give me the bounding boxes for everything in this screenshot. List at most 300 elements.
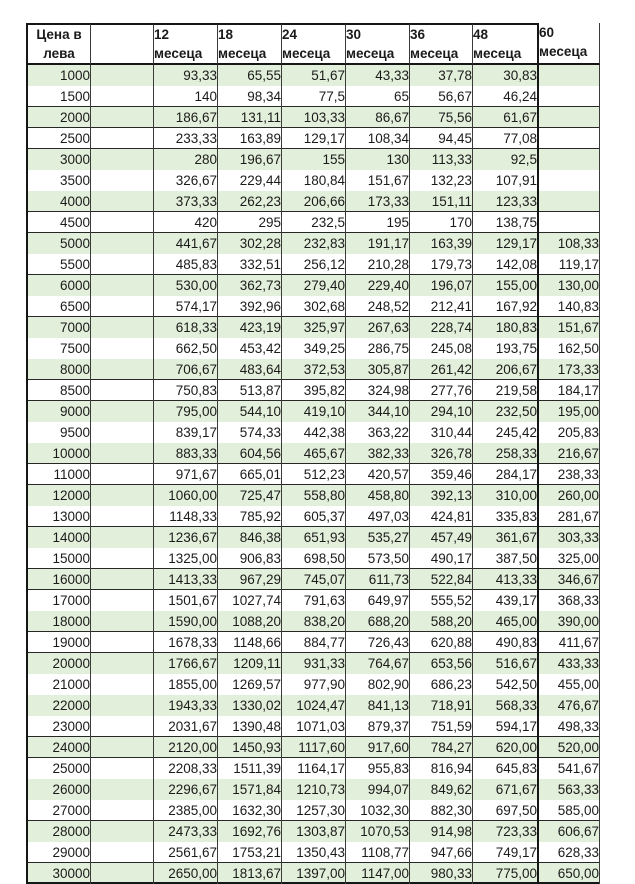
value-cell: 465,67 <box>281 443 345 464</box>
table-row <box>26 464 600 485</box>
value-cell: 280 <box>153 149 217 170</box>
value-cell: 411,67 <box>537 632 600 653</box>
months-30-header-line2: месеца <box>346 46 395 61</box>
value-cell: 173,33 <box>345 191 409 212</box>
empty-cell <box>90 65 153 86</box>
value-cell: 749,17 <box>472 842 537 863</box>
value-cell: 382,33 <box>345 443 409 464</box>
value-cell: 129,17 <box>472 233 537 254</box>
value-cell: 1210,73 <box>281 779 345 800</box>
price-cell: 7000 <box>26 317 90 338</box>
value-cell: 465,00 <box>472 611 537 632</box>
table-row <box>26 191 600 212</box>
empty-cell <box>90 695 153 716</box>
value-cell: 281,67 <box>537 506 600 527</box>
table-row <box>26 611 600 632</box>
value-cell: 245,42 <box>472 422 537 443</box>
table-row <box>26 212 600 233</box>
months-24-header-line2: месеца <box>282 46 331 61</box>
price-cell: 30000 <box>26 863 90 884</box>
value-cell: 155 <box>281 149 345 170</box>
value-cell: 849,62 <box>409 779 472 800</box>
value-cell: 151,67 <box>537 317 600 338</box>
value-cell: 1511,39 <box>217 758 281 779</box>
value-cell: 210,28 <box>345 254 409 275</box>
empty-cell <box>90 191 153 212</box>
months-12-header <box>153 23 217 65</box>
value-cell: 1303,87 <box>281 821 345 842</box>
months-60-header-line2: месеца <box>539 44 588 59</box>
price-cell: 19000 <box>26 632 90 653</box>
value-cell: 368,33 <box>537 590 600 611</box>
months-36-header-line2: месеца <box>410 46 459 61</box>
empty-cell <box>90 674 153 695</box>
spreadsheet-page <box>26 23 600 884</box>
value-cell: 349,25 <box>281 338 345 359</box>
value-cell: 140 <box>153 86 217 107</box>
value-cell: 359,46 <box>409 464 472 485</box>
value-cell: 256,12 <box>281 254 345 275</box>
value-cell: 442,38 <box>281 422 345 443</box>
table-row <box>26 527 600 548</box>
months-30-header-line1: 30 <box>346 27 362 42</box>
value-cell: 838,20 <box>281 611 345 632</box>
empty-cell <box>90 317 153 338</box>
value-cell: 75,56 <box>409 107 472 128</box>
value-cell: 219,58 <box>472 380 537 401</box>
value-cell: 180,83 <box>472 317 537 338</box>
price-cell: 17000 <box>26 590 90 611</box>
value-cell: 30,83 <box>472 65 537 86</box>
value-cell: 94,45 <box>409 128 472 149</box>
value-cell: 373,33 <box>153 191 217 212</box>
empty-cell <box>90 254 153 275</box>
value-cell: 791,63 <box>281 590 345 611</box>
value-cell: 179,73 <box>409 254 472 275</box>
value-cell <box>537 65 600 86</box>
value-cell: 1813,67 <box>217 863 281 884</box>
value-cell: 1632,30 <box>217 800 281 821</box>
value-cell: 310,00 <box>472 485 537 506</box>
value-cell: 93,33 <box>153 65 217 86</box>
value-cell: 302,28 <box>217 233 281 254</box>
value-cell: 229,40 <box>345 275 409 296</box>
value-cell: 1147,00 <box>345 863 409 884</box>
value-cell: 563,33 <box>537 779 600 800</box>
value-cell: 1148,66 <box>217 632 281 653</box>
months-60-header-line1: 60 <box>539 25 555 40</box>
price-cell: 21000 <box>26 674 90 695</box>
value-cell: 651,93 <box>281 527 345 548</box>
value-cell: 1164,17 <box>281 758 345 779</box>
price-cell: 15000 <box>26 548 90 569</box>
value-cell: 485,83 <box>153 254 217 275</box>
price-cell: 20000 <box>26 653 90 674</box>
price-cell: 7500 <box>26 338 90 359</box>
price-column-header-line1: Цена в <box>36 27 82 42</box>
value-cell: 387,50 <box>472 548 537 569</box>
value-cell: 1027,74 <box>217 590 281 611</box>
value-cell: 931,33 <box>281 653 345 674</box>
table-row <box>26 821 600 842</box>
value-cell: 558,80 <box>281 485 345 506</box>
value-cell: 1678,33 <box>153 632 217 653</box>
table-row <box>26 716 600 737</box>
value-cell: 108,34 <box>345 128 409 149</box>
value-cell: 302,68 <box>281 296 345 317</box>
value-cell: 151,11 <box>409 191 472 212</box>
value-cell: 232,83 <box>281 233 345 254</box>
empty-cell <box>90 548 153 569</box>
value-cell: 2031,67 <box>153 716 217 737</box>
table-row <box>26 548 600 569</box>
table-row <box>26 254 600 275</box>
price-cell: 28000 <box>26 821 90 842</box>
value-cell <box>537 170 600 191</box>
value-cell: 1325,00 <box>153 548 217 569</box>
months-48-header-line2: месеца <box>473 46 522 61</box>
value-cell: 816,94 <box>409 758 472 779</box>
value-cell: 620,88 <box>409 632 472 653</box>
value-cell: 305,87 <box>345 359 409 380</box>
value-cell: 718,91 <box>409 695 472 716</box>
table-row <box>26 107 600 128</box>
months-18-header-line2: месеца <box>218 46 267 61</box>
value-cell: 346,67 <box>537 569 600 590</box>
value-cell: 745,07 <box>281 569 345 590</box>
value-cell: 1590,00 <box>153 611 217 632</box>
table-row <box>26 149 600 170</box>
value-cell: 1088,20 <box>217 611 281 632</box>
value-cell: 65 <box>345 86 409 107</box>
value-cell: 138,75 <box>472 212 537 233</box>
empty-cell <box>90 527 153 548</box>
table-row <box>26 296 600 317</box>
value-cell: 706,67 <box>153 359 217 380</box>
value-cell: 662,50 <box>153 338 217 359</box>
price-cell: 9000 <box>26 401 90 422</box>
value-cell: 206,67 <box>472 359 537 380</box>
value-cell: 310,44 <box>409 422 472 443</box>
price-cell: 3000 <box>26 149 90 170</box>
price-table <box>26 23 600 884</box>
value-cell: 2208,33 <box>153 758 217 779</box>
value-cell: 522,84 <box>409 569 472 590</box>
value-cell: 195 <box>345 212 409 233</box>
value-cell: 618,33 <box>153 317 217 338</box>
value-cell: 332,51 <box>217 254 281 275</box>
table-row <box>26 317 600 338</box>
value-cell: 344,10 <box>345 401 409 422</box>
table-row <box>26 569 600 590</box>
value-cell: 92,5 <box>472 149 537 170</box>
value-cell: 1943,33 <box>153 695 217 716</box>
value-cell: 61,67 <box>472 107 537 128</box>
value-cell: 392,96 <box>217 296 281 317</box>
empty-cell <box>90 569 153 590</box>
value-cell: 228,74 <box>409 317 472 338</box>
empty-cell <box>90 485 153 506</box>
header-row <box>26 23 600 65</box>
value-cell: 955,83 <box>345 758 409 779</box>
value-cell: 420,57 <box>345 464 409 485</box>
value-cell: 795,00 <box>153 401 217 422</box>
value-cell: 151,67 <box>345 170 409 191</box>
value-cell: 1692,76 <box>217 821 281 842</box>
value-cell: 686,23 <box>409 674 472 695</box>
price-cell: 13000 <box>26 506 90 527</box>
value-cell: 1413,33 <box>153 569 217 590</box>
empty-cell <box>90 800 153 821</box>
value-cell: 195,00 <box>537 401 600 422</box>
value-cell: 167,92 <box>472 296 537 317</box>
months-12-header-line2: месеца <box>154 46 203 61</box>
empty-cell <box>90 233 153 254</box>
value-cell: 107,91 <box>472 170 537 191</box>
empty-cell <box>90 128 153 149</box>
value-cell: 267,63 <box>345 317 409 338</box>
empty-cell <box>90 401 153 422</box>
value-cell: 113,33 <box>409 149 472 170</box>
value-cell: 671,67 <box>472 779 537 800</box>
value-cell: 725,47 <box>217 485 281 506</box>
value-cell: 43,33 <box>345 65 409 86</box>
months-60-header <box>537 23 600 65</box>
price-cell: 26000 <box>26 779 90 800</box>
value-cell: 751,59 <box>409 716 472 737</box>
empty-cell <box>90 296 153 317</box>
value-cell: 238,33 <box>537 464 600 485</box>
value-cell: 184,17 <box>537 380 600 401</box>
value-cell: 544,10 <box>217 401 281 422</box>
value-cell: 326,67 <box>153 170 217 191</box>
price-cell: 22000 <box>26 695 90 716</box>
value-cell: 362,73 <box>217 275 281 296</box>
value-cell: 483,64 <box>217 359 281 380</box>
value-cell: 1236,67 <box>153 527 217 548</box>
value-cell: 588,20 <box>409 611 472 632</box>
value-cell: 212,41 <box>409 296 472 317</box>
value-cell: 1071,03 <box>281 716 345 737</box>
empty-cell <box>90 590 153 611</box>
value-cell: 1269,57 <box>217 674 281 695</box>
value-cell: 206,66 <box>281 191 345 212</box>
value-cell: 555,52 <box>409 590 472 611</box>
price-cell: 1000 <box>26 65 90 86</box>
value-cell: 1257,30 <box>281 800 345 821</box>
value-cell: 119,17 <box>537 254 600 275</box>
value-cell: 325,97 <box>281 317 345 338</box>
value-cell: 653,56 <box>409 653 472 674</box>
price-cell: 6500 <box>26 296 90 317</box>
value-cell: 906,83 <box>217 548 281 569</box>
value-cell: 130 <box>345 149 409 170</box>
value-cell: 216,67 <box>537 443 600 464</box>
empty-cell <box>90 506 153 527</box>
value-cell: 457,49 <box>409 527 472 548</box>
value-cell: 191,17 <box>345 233 409 254</box>
value-cell: 490,83 <box>472 632 537 653</box>
value-cell: 1032,30 <box>345 800 409 821</box>
value-cell: 433,33 <box>537 653 600 674</box>
value-cell: 1209,11 <box>217 653 281 674</box>
table-row <box>26 65 600 86</box>
value-cell: 573,50 <box>345 548 409 569</box>
value-cell: 1390,48 <box>217 716 281 737</box>
value-cell: 232,50 <box>472 401 537 422</box>
empty-cell <box>90 338 153 359</box>
value-cell <box>537 107 600 128</box>
months-12-header-line1: 12 <box>154 27 170 42</box>
value-cell <box>537 149 600 170</box>
value-cell: 1571,84 <box>217 779 281 800</box>
value-cell: 750,83 <box>153 380 217 401</box>
value-cell: 688,20 <box>345 611 409 632</box>
value-cell: 883,33 <box>153 443 217 464</box>
value-cell: 363,22 <box>345 422 409 443</box>
value-cell: 65,55 <box>217 65 281 86</box>
value-cell: 512,23 <box>281 464 345 485</box>
table-row <box>26 128 600 149</box>
table-row <box>26 653 600 674</box>
value-cell: 395,82 <box>281 380 345 401</box>
value-cell <box>537 86 600 107</box>
value-cell: 1108,77 <box>345 842 409 863</box>
value-cell: 37,78 <box>409 65 472 86</box>
empty-cell <box>90 422 153 443</box>
price-cell: 8500 <box>26 380 90 401</box>
value-cell: 248,52 <box>345 296 409 317</box>
value-cell: 2650,00 <box>153 863 217 884</box>
empty-cell <box>90 611 153 632</box>
value-cell: 419,10 <box>281 401 345 422</box>
table-row <box>26 800 600 821</box>
value-cell: 56,67 <box>409 86 472 107</box>
value-cell: 455,00 <box>537 674 600 695</box>
value-cell: 458,80 <box>345 485 409 506</box>
table-row <box>26 401 600 422</box>
empty-cell <box>90 86 153 107</box>
value-cell: 1766,67 <box>153 653 217 674</box>
value-cell: 1350,43 <box>281 842 345 863</box>
months-18-header <box>217 23 281 65</box>
value-cell: 726,43 <box>345 632 409 653</box>
value-cell: 785,92 <box>217 506 281 527</box>
price-cell: 1500 <box>26 86 90 107</box>
price-cell: 10000 <box>26 443 90 464</box>
empty-cell <box>90 653 153 674</box>
price-column-header <box>26 23 90 65</box>
value-cell: 77,08 <box>472 128 537 149</box>
value-cell: 51,67 <box>281 65 345 86</box>
empty-cell <box>90 149 153 170</box>
value-cell: 535,27 <box>345 527 409 548</box>
value-cell: 574,33 <box>217 422 281 443</box>
price-cell: 3500 <box>26 170 90 191</box>
value-cell: 129,17 <box>281 128 345 149</box>
empty-cell <box>90 716 153 737</box>
value-cell: 649,97 <box>345 590 409 611</box>
price-cell: 12000 <box>26 485 90 506</box>
empty-cell <box>90 779 153 800</box>
value-cell: 131,11 <box>217 107 281 128</box>
value-cell: 917,60 <box>345 737 409 758</box>
value-cell: 423,19 <box>217 317 281 338</box>
value-cell: 520,00 <box>537 737 600 758</box>
value-cell: 879,37 <box>345 716 409 737</box>
value-cell: 170 <box>409 212 472 233</box>
value-cell: 1397,00 <box>281 863 345 884</box>
empty-cell <box>90 212 153 233</box>
value-cell: 180,84 <box>281 170 345 191</box>
value-cell: 132,23 <box>409 170 472 191</box>
value-cell: 453,42 <box>217 338 281 359</box>
price-cell: 4000 <box>26 191 90 212</box>
value-cell: 665,01 <box>217 464 281 485</box>
empty-cell <box>90 275 153 296</box>
value-cell: 476,67 <box>537 695 600 716</box>
value-cell: 802,90 <box>345 674 409 695</box>
table-row <box>26 842 600 863</box>
value-cell: 541,67 <box>537 758 600 779</box>
empty-cell <box>90 359 153 380</box>
value-cell: 173,33 <box>537 359 600 380</box>
table-row <box>26 779 600 800</box>
value-cell: 497,03 <box>345 506 409 527</box>
value-cell: 193,75 <box>472 338 537 359</box>
value-cell: 229,44 <box>217 170 281 191</box>
price-cell: 14000 <box>26 527 90 548</box>
value-cell: 2561,67 <box>153 842 217 863</box>
value-cell: 784,27 <box>409 737 472 758</box>
value-cell: 775,00 <box>472 863 537 884</box>
value-cell: 279,40 <box>281 275 345 296</box>
empty-cell <box>90 380 153 401</box>
value-cell: 372,53 <box>281 359 345 380</box>
table-row <box>26 422 600 443</box>
value-cell: 196,67 <box>217 149 281 170</box>
value-cell: 130,00 <box>537 275 600 296</box>
value-cell: 594,17 <box>472 716 537 737</box>
value-cell: 620,00 <box>472 737 537 758</box>
value-cell: 162,50 <box>537 338 600 359</box>
value-cell: 196,07 <box>409 275 472 296</box>
value-cell: 420 <box>153 212 217 233</box>
value-cell: 846,38 <box>217 527 281 548</box>
value-cell: 295 <box>217 212 281 233</box>
table-row <box>26 758 600 779</box>
value-cell: 390,00 <box>537 611 600 632</box>
value-cell: 284,17 <box>472 464 537 485</box>
value-cell: 645,83 <box>472 758 537 779</box>
empty-cell <box>90 863 153 884</box>
table-row <box>26 170 600 191</box>
value-cell: 262,23 <box>217 191 281 212</box>
value-cell: 77,5 <box>281 86 345 107</box>
table-row <box>26 632 600 653</box>
value-cell: 585,00 <box>537 800 600 821</box>
table-row <box>26 485 600 506</box>
value-cell: 1024,47 <box>281 695 345 716</box>
price-cell: 4500 <box>26 212 90 233</box>
empty-cell <box>90 443 153 464</box>
months-36-header-line1: 36 <box>410 27 426 42</box>
value-cell: 1117,60 <box>281 737 345 758</box>
value-cell: 163,39 <box>409 233 472 254</box>
months-24-header <box>281 23 345 65</box>
value-cell: 86,67 <box>345 107 409 128</box>
price-cell: 18000 <box>26 611 90 632</box>
